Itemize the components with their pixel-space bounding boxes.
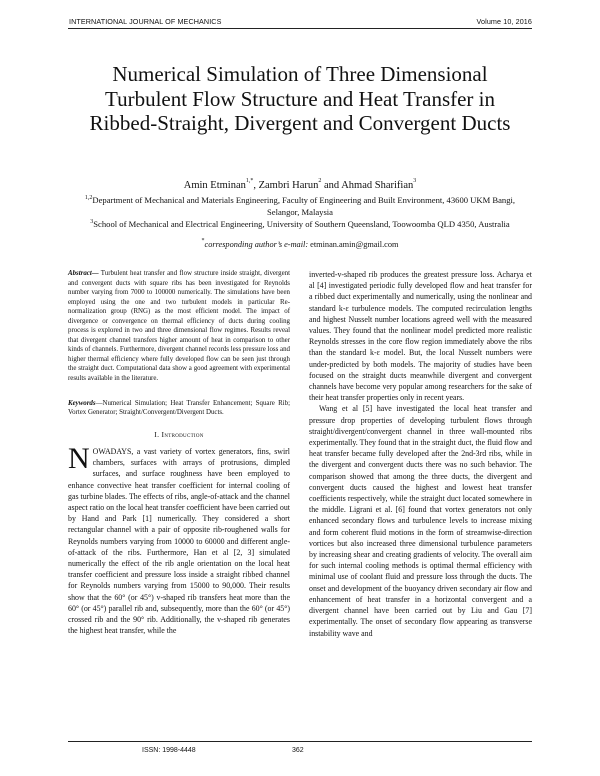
affiliation-2 <box>70 219 530 231</box>
author-3: and Ahmad Sharifian <box>321 180 414 191</box>
header-rule <box>68 28 532 29</box>
page-number: 362 <box>292 747 304 754</box>
section-number: I. <box>154 429 160 439</box>
author-2-sup: 2 <box>318 178 322 184</box>
email-sup: * <box>201 238 205 244</box>
journal-name: INTERNATIONAL JOURNAL OF MECHANICS <box>69 17 222 26</box>
affiliation-1-text: Department of Mechanical and Materials Engineering, Faculty of Engineering and Built Environment, 43600 UKM Bangi, Selangor, Malaysia <box>92 195 516 217</box>
keywords-label: Keywords <box>68 399 96 407</box>
email-label: corresponding author’s e-mail: <box>204 240 309 249</box>
right-paragraph-1: inverted-v-shaped rib produces the greatest pressure loss. Acharya et al [4] investigated periodic fully developed flow and heat transfer for a ribbed duct experimentally and numerically, using the nonlinear and standard k-ε turbulence models. The computed recirculation lengths and highest Nusselt number locations agreed well with the measured values. They found that the nonlinear model predicted more realistic Reynolds stresses in the core flow region immediately above the ribs than the standard k-ε model. But, the local Nusselt numbers were under-predicted by both models. The majority of studies have been focused on the straight ducts meanwhile divergent and convergent channels have become very popular among researchers for the sake of their heat transfer properties only in recent years. <box>309 270 532 403</box>
author-1: Amin Etminan <box>183 180 246 191</box>
affiliation-1 <box>70 195 530 218</box>
volume-label: Volume 10, 2016 <box>476 17 532 26</box>
abstract <box>68 269 290 384</box>
author-1-sup: 1,* <box>245 178 254 184</box>
intro-first-word: OWADAYS <box>92 446 132 456</box>
left-column <box>68 269 290 636</box>
intro-paragraph <box>68 441 290 636</box>
issn-label: ISSN: 1998-4448 <box>142 747 196 754</box>
affiliation-2-text: School of Mechanical and Electrical Engineering, University of Southern Queensland, Toowoomba QLD 4350, Australia <box>93 219 510 229</box>
intro-text: , a vast variety of vortex generators, fins, swirl chambers, surfaces with arrays of protrusions, dimpled surfaces, and surface roughness have been employed to enhance convective heat transfer coefficient for internal cooling of gas turbine blades. The effects of ribs, angle-of-attack and the channel aspect ratio on the local heat transfer coefficient have been carried out by Hand and Park [1] numerically. They considered a short rectangular channel with a pair of opposite rib-roughened walls for Reynolds numbers varying from 10000 to 60000 and different angle-of-attack of the ribs. Furthermore, Han et al [2, 3] simulated numerically the effect of the rib angle orientation on the local heat transfer coefficient and pressure loss inside a straight ribbed channel for Reynolds numbers varying from 15000 to 90,000. Their results show that the 60° (or 45°) v-shaped rib transfers heat more than the 60° (or 45°) parallel rib and, subsequently, more than the 60° (or 45°) crossed rib and the 90° rib. Additionally, the v-shaped rib generates the highest heat transfer, while the <box>68 446 290 636</box>
affiliation-2-sup: 3 <box>90 219 94 225</box>
right-column <box>309 269 532 639</box>
keywords-text: —Numerical Simulation; Heat Transfer Enhancement; Square Rib; Vortex Generator; Straight/Convergent/Divergent Ducts. <box>68 399 290 417</box>
keywords <box>68 399 290 418</box>
section-title: Introduction <box>161 429 204 439</box>
affiliation-1-sup: 1,2 <box>84 195 93 201</box>
drop-cap: N <box>68 441 90 475</box>
paper-title: Numerical Simulation of Three Dimensional Turbulent Flow Structure and Heat Transfer in Ribbed-Straight, Divergent and Convergent Ducts <box>89 62 511 135</box>
section-heading-introduction <box>68 429 290 440</box>
author-3-sup: 3 <box>413 178 417 184</box>
abstract-text: Turbulent heat transfer and flow structure inside straight, divergent and convergent ducts with square ribs has been investigated for Reynolds number varying from 7000 to 100000 numerically. The simulations have been employed using the one and two turbulent models in particular Re-normalization group (RNG) as the most efficient model. The impact of divergence or convergence on thermal efficiency of ducts during cooling process is explored in two and three dimensional flow regimes. Results reveal that divergent channel transfers higher amount of heat in comparison to other kinds of channels. Furthermore, divergent channel records less pressure loss and higher thermal efficiency where fully developed flow can be seen just through the straight duct. Computational data show a good agreement with experimental results available in the literature. <box>68 270 290 383</box>
right-paragraph-2: Wang et al [5] have investigated the local heat transfer and pressure drop properties of developing turbulent flows through straight/divergent/convergent channel in three wall-mounted ribs experimentally. They found that in the straight duct, the fluid flow and heat transfer became fully developed after the 2nd-3rd ribs, while in the divergent and convergent ducts there was no such behavior. The comparison showed that among the three ducts, the divergent and convergent ducts caused the highest and lowest heat transfer coefficients respectively, while the straight duct located somewhere in the middle. Ligrani et al. [6] found that vortex generators not only enhanced secondary flows and turbulence levels to increase mixing and form coherent fluid motions in the form of streamwise-direction vortices but also increased three dimensional turbulence parameters by increasing shear and creating gradients of velocity. The overall aim for such internal cooling methods is optimal thermal efficiency with minimal use of coolant fluid and pressure loss through the ducts. The onset and development of the buoyancy driven secondary air flow and enhancement of heat transfer in a horizontal convergent and a divergent channel have been carried out by Liu and Gau [7] experimentally. The onset of secondary flow appearing as transverse instability wave and <box>309 404 532 638</box>
author-2: , Zambri Harun <box>253 180 319 191</box>
corresponding-email <box>70 240 530 249</box>
footer-rule <box>68 741 532 742</box>
abstract-label: Abstract— <box>68 270 99 277</box>
author-line <box>70 180 530 191</box>
email-address[interactable]: etminan.amin@gmail.com <box>308 240 399 249</box>
